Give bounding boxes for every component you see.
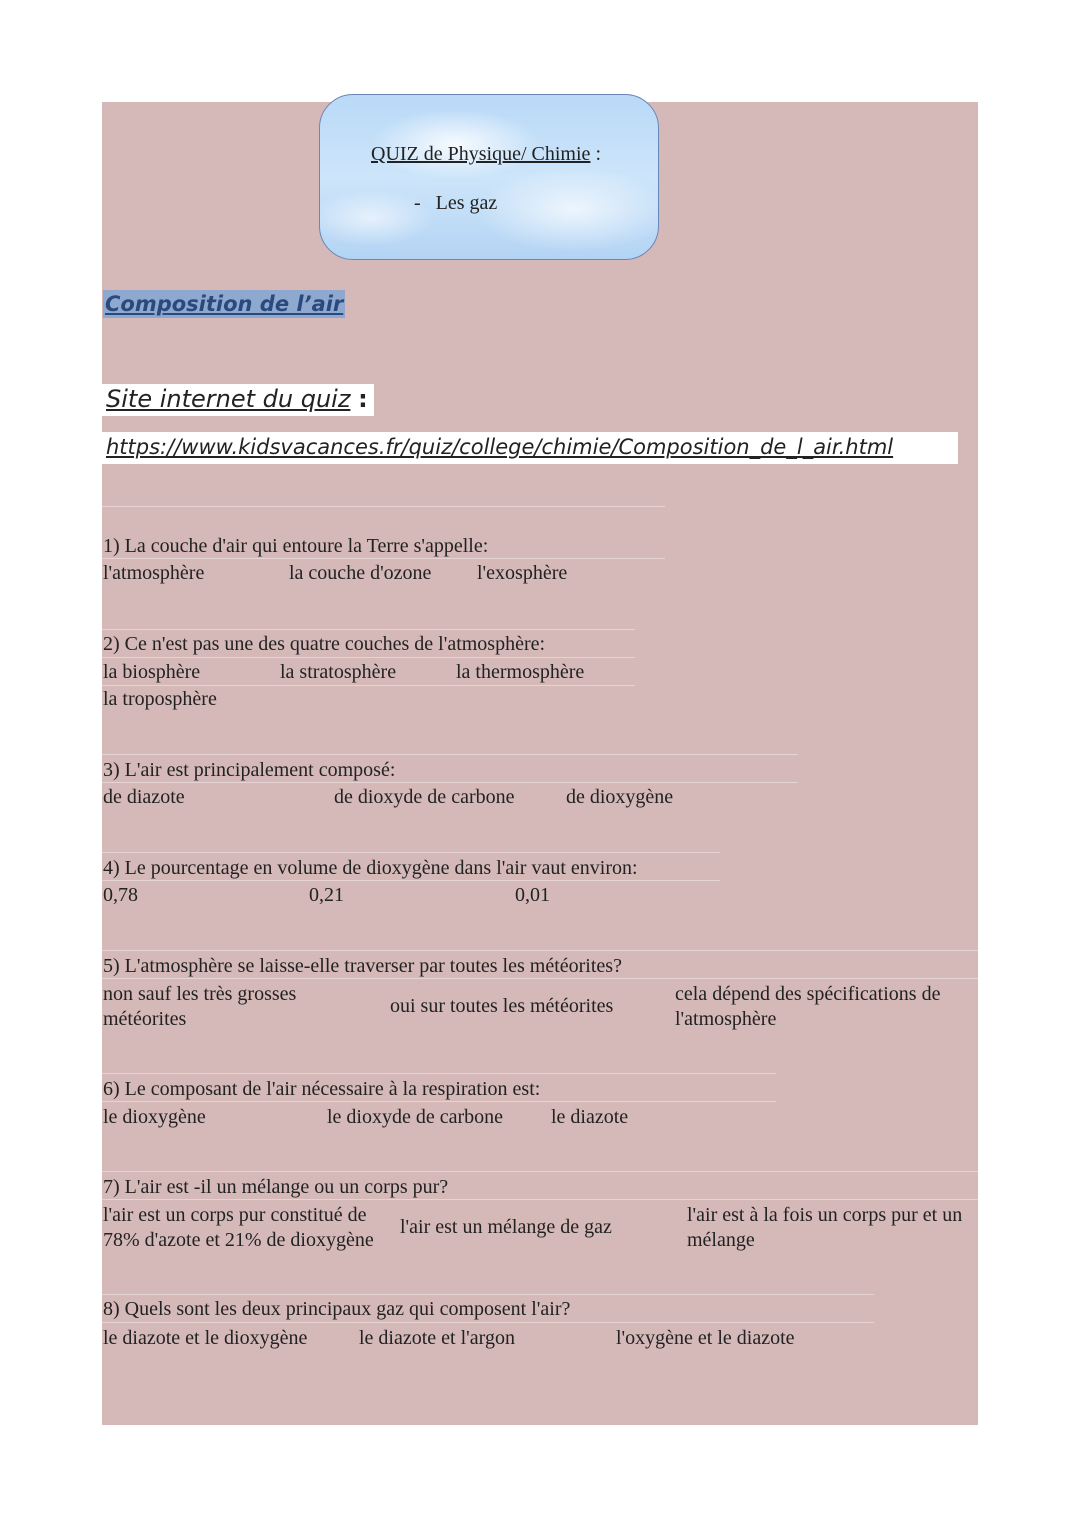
rule-line	[102, 506, 665, 507]
question-6: 6) Le composant de l'air nécessaire à la respiration est:	[103, 1078, 541, 1100]
q2-option-1[interactable]: la biosphère	[103, 661, 201, 683]
q4-option-2[interactable]: 0,21	[309, 884, 344, 906]
q6-option-1[interactable]: le dioxygène	[103, 1106, 206, 1128]
q4-option-3[interactable]: 0,01	[515, 884, 550, 906]
question-3: 3) L'air est principalement composé:	[103, 759, 396, 781]
site-url-link[interactable]: https://www.kidsvacances.fr/quiz/college/chimie/Composition_de_l_air.html	[102, 432, 958, 464]
quiz-subtitle	[414, 192, 497, 215]
rule-line	[102, 629, 635, 630]
question-1: 1) La couche d'air qui entoure la Terre s'appelle:	[103, 535, 489, 557]
rule-line	[102, 1322, 874, 1323]
rule-line	[102, 1171, 978, 1172]
q8-option-3[interactable]: l'oxygène et le diazote	[616, 1327, 795, 1349]
question-4: 4) Le pourcentage en volume de dioxygène dans l'air vaut environ:	[103, 857, 638, 879]
rule-line	[102, 1294, 874, 1295]
subtitle-dash: -	[414, 192, 421, 214]
q6-option-3[interactable]: le diazote	[551, 1106, 629, 1128]
q2-option-2[interactable]: la stratosphère	[280, 661, 397, 683]
quiz-title-suffix: :	[590, 143, 601, 165]
q7-option-1[interactable]: l'air est un corps pur constitué de 78% d'azote et 21% de dioxygène	[103, 1204, 374, 1251]
q1-option-1[interactable]: l'atmosphère	[103, 562, 205, 584]
site-label	[102, 384, 374, 416]
q3-option-2[interactable]: de dioxyde de carbone	[334, 786, 515, 808]
site-label-colon: :	[358, 385, 368, 413]
question-5: 5) L'atmosphère se laisse-elle traverser par toutes les météorites?	[103, 955, 622, 977]
rule-line	[102, 1199, 978, 1200]
q1-option-3[interactable]: l'exosphère	[477, 562, 568, 584]
question-7: 7) L'air est -il un mélange ou un corps pur?	[103, 1176, 449, 1198]
rule-line	[102, 754, 798, 755]
q1-option-2[interactable]: la couche d'ozone	[289, 562, 432, 584]
q7-option-2[interactable]: l'air est un mélange de gaz	[400, 1216, 612, 1238]
rule-line	[102, 978, 978, 979]
quiz-title-text: QUIZ de Physique/ Chimie	[371, 143, 591, 165]
rule-line	[102, 852, 720, 853]
q5-option-1[interactable]: non sauf les très grosses météorites	[103, 983, 297, 1030]
question-8: 8) Quels sont les deux principaux gaz qui composent l'air?	[103, 1298, 571, 1320]
rule-line	[102, 950, 978, 951]
rule-line	[102, 1073, 776, 1074]
question-2: 2) Ce n'est pas une des quatre couches de l'atmosphère:	[103, 633, 546, 655]
q8-option-1[interactable]: le diazote et le dioxygène	[103, 1327, 308, 1349]
q7-option-3[interactable]: l'air est à la fois un corps pur et un mélange	[687, 1204, 963, 1251]
q5-option-2[interactable]: oui sur toutes les météorites	[390, 995, 614, 1017]
rule-line	[102, 558, 665, 559]
q8-option-2[interactable]: le diazote et l'argon	[359, 1327, 515, 1349]
quiz-title	[371, 143, 601, 166]
rule-line	[102, 685, 635, 686]
site-label-text: Site internet du quiz	[106, 385, 351, 413]
q2-option-3[interactable]: la thermosphère	[456, 661, 585, 683]
title-box	[319, 94, 659, 260]
rule-line	[102, 782, 798, 783]
q3-option-1[interactable]: de diazote	[103, 786, 185, 808]
q5-option-3[interactable]: cela dépend des spécifications de l'atmosphère	[675, 983, 941, 1030]
rule-line	[102, 1101, 776, 1102]
subtitle-text: Les gaz	[435, 192, 498, 214]
rule-line	[102, 880, 720, 881]
q4-option-1[interactable]: 0,78	[103, 884, 138, 906]
rule-line	[102, 657, 635, 658]
section-heading: Composition de l’air	[105, 292, 344, 316]
q2-option-4[interactable]: la troposphère	[103, 688, 217, 710]
q3-option-3[interactable]: de dioxygène	[566, 786, 674, 808]
q6-option-2[interactable]: le dioxyde de carbone	[327, 1106, 504, 1128]
